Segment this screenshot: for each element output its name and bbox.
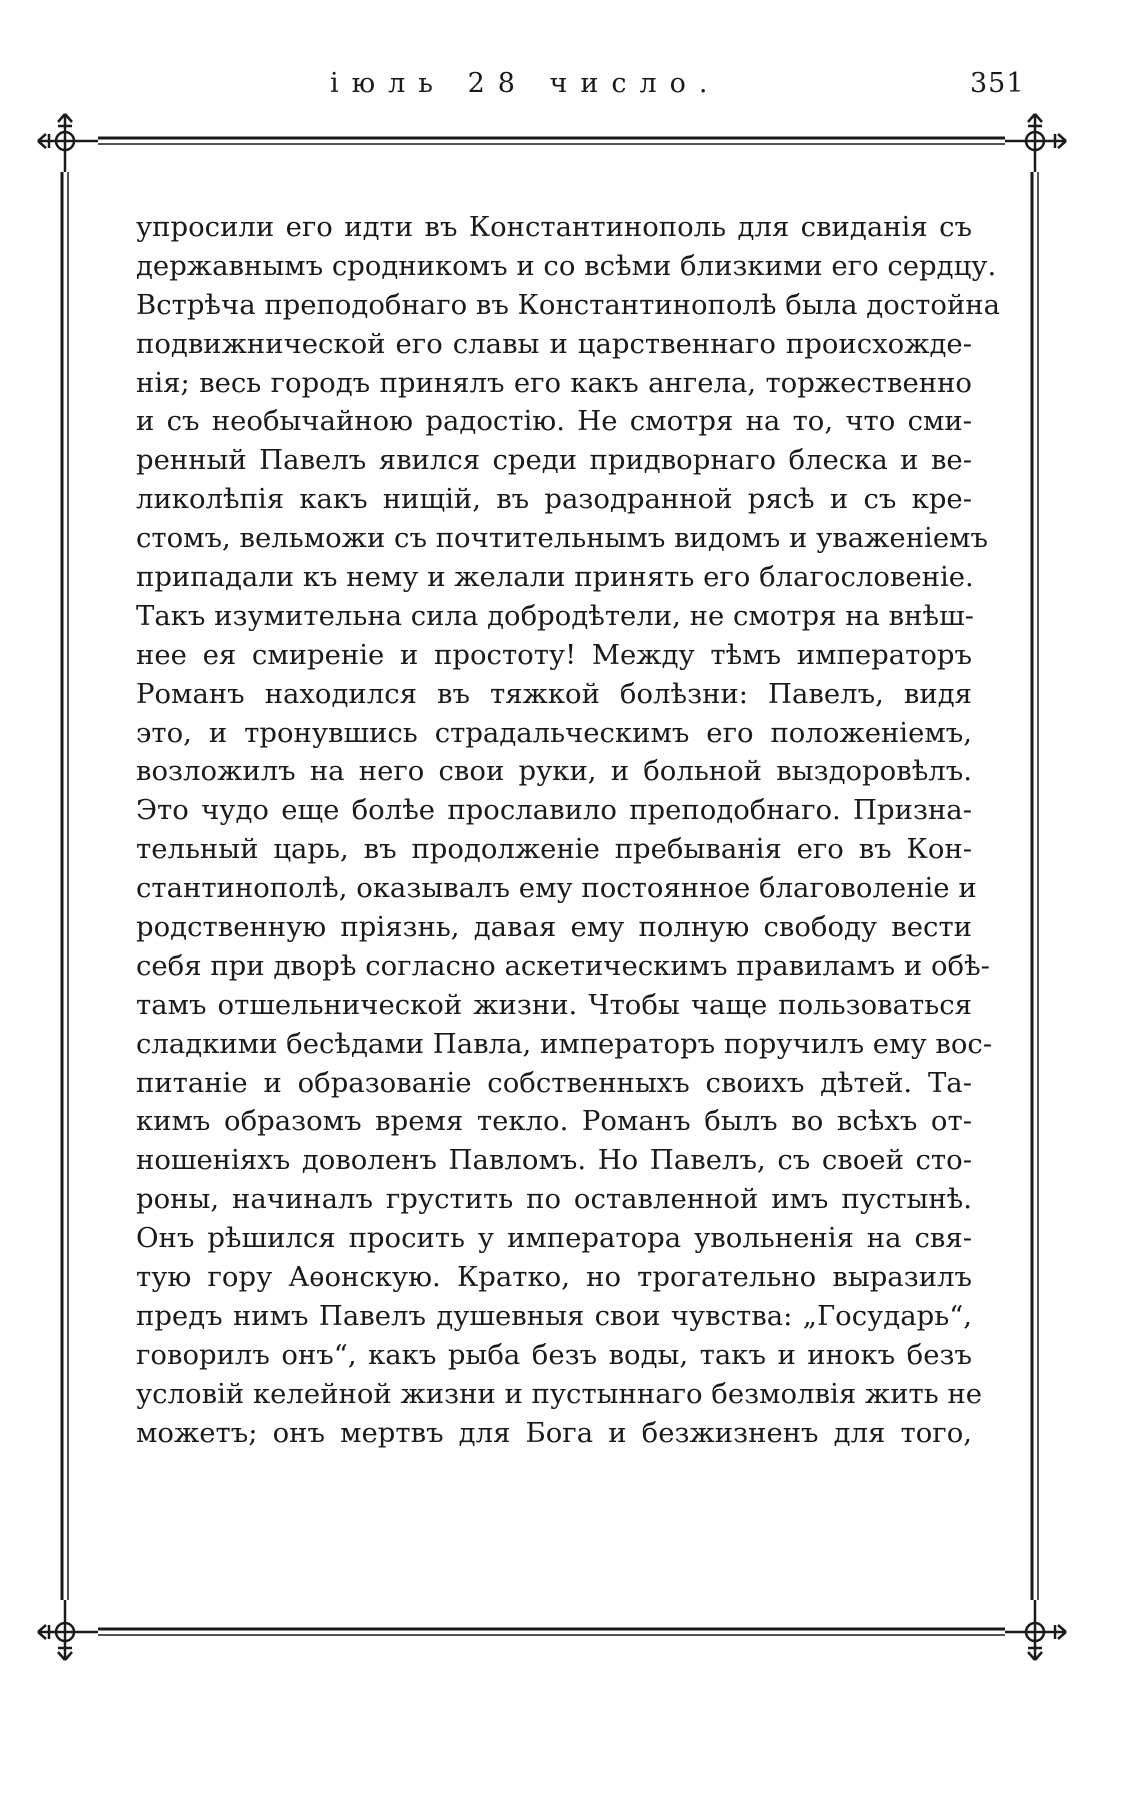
running-header (0, 68, 1140, 108)
text-line: подвижнической его славы и царственнаго происхожде- (136, 327, 972, 360)
text-line: Романъ находился въ тяжкой болѣзни: Павелъ, видя (136, 677, 972, 710)
text-line: возложилъ на него свои руки, и больной выздоровѣлъ. (136, 755, 972, 788)
text-line: это, и тронувшись страдальческимъ его положеніемъ, (136, 716, 972, 749)
text-line: тельный царь, въ продолженіе пребыванія его въ Кон- (136, 833, 972, 866)
text-line: Онъ рѣшился просить у императора увольненія на свя- (136, 1222, 972, 1255)
text-line: ношеніяхъ доволенъ Павломъ. Но Павелъ, съ своей сто- (136, 1144, 972, 1177)
corner-ornament-bottom-left (38, 1600, 98, 1660)
body-text (136, 208, 1000, 1453)
text-line: стантинополѣ, оказывалъ ему постоянное благоволеніе и (136, 872, 977, 905)
text-line: ренный Павелъ явился среди придворнаго блеска и ве- (136, 444, 972, 477)
text-line: ликолѣпія какъ нищій, въ разодранной рясѣ и съ кре- (136, 483, 972, 516)
text-line: стомъ, вельможи съ почтительнымъ видомъ и уваженіемъ (136, 522, 988, 555)
text-line: нее ея смиреніе и простоту! Между тѣмъ императоръ (136, 638, 972, 671)
text-line: припадали къ нему и желали принять его благословеніе. (136, 561, 974, 594)
text-line: сладкими бесѣдами Павла, императоръ поручилъ ему вос- (136, 1027, 993, 1060)
text-line: державнымъ сродникомъ и со всѣми близкими его сердцу. (136, 249, 997, 282)
running-title: іюль 28 число. (330, 68, 721, 99)
text-line: говорилъ онъ“, какъ рыба безъ воды, такъ и инокъ безъ (136, 1338, 972, 1371)
text-line: кимъ образомъ время текло. Романъ былъ во всѣхъ от- (136, 1105, 972, 1138)
text-line: себя при дворѣ согласно аскетическимъ правиламъ и обѣ- (136, 949, 990, 982)
text-line: Встрѣча преподобнаго въ Константинополѣ была достойна (136, 288, 1000, 321)
page-number: 351 (970, 68, 1025, 99)
text-line: условій келейной жизни и пустыннаго безмолвія жить не (136, 1377, 983, 1410)
text-line: тамъ отшельнической жизни. Чтобы чаще пользоваться (136, 988, 972, 1021)
text-line: Это чудо еще болѣе прославило преподобнаго. Призна- (136, 794, 972, 827)
text-line: упросили его идти въ Константинополь для свиданія съ (136, 211, 972, 243)
corner-ornament-top-left (38, 114, 98, 172)
text-line: питаніе и образованіе собственныхъ своихъ дѣтей. Та- (136, 1066, 972, 1099)
text-line: можетъ; онъ мертвъ для Бога и безжизненъ для того, (136, 1416, 972, 1449)
text-line: предъ нимъ Павелъ душевныя свои чувства: „Государь“, (136, 1299, 972, 1332)
text-line: роны, начиналъ грустить по оставленной имъ пустынѣ. (136, 1183, 972, 1216)
text-line: Такъ изумительна сила добродѣтели, не смотря на внѣш- (136, 599, 974, 632)
corner-ornament-bottom-right (1005, 1600, 1066, 1660)
text-line: тую гору Аѳонскую. Кратко, но трогательно выразилъ (136, 1261, 972, 1294)
text-line: и съ необычайною радостію. Не смотря на то, что сми- (136, 405, 972, 438)
text-line: нія; весь городъ принялъ его какъ ангела, торжественно (136, 366, 972, 399)
corner-ornament-top-right (1005, 114, 1066, 172)
text-line: родственную пріязнь, давая ему полную свободу вести (136, 911, 972, 944)
